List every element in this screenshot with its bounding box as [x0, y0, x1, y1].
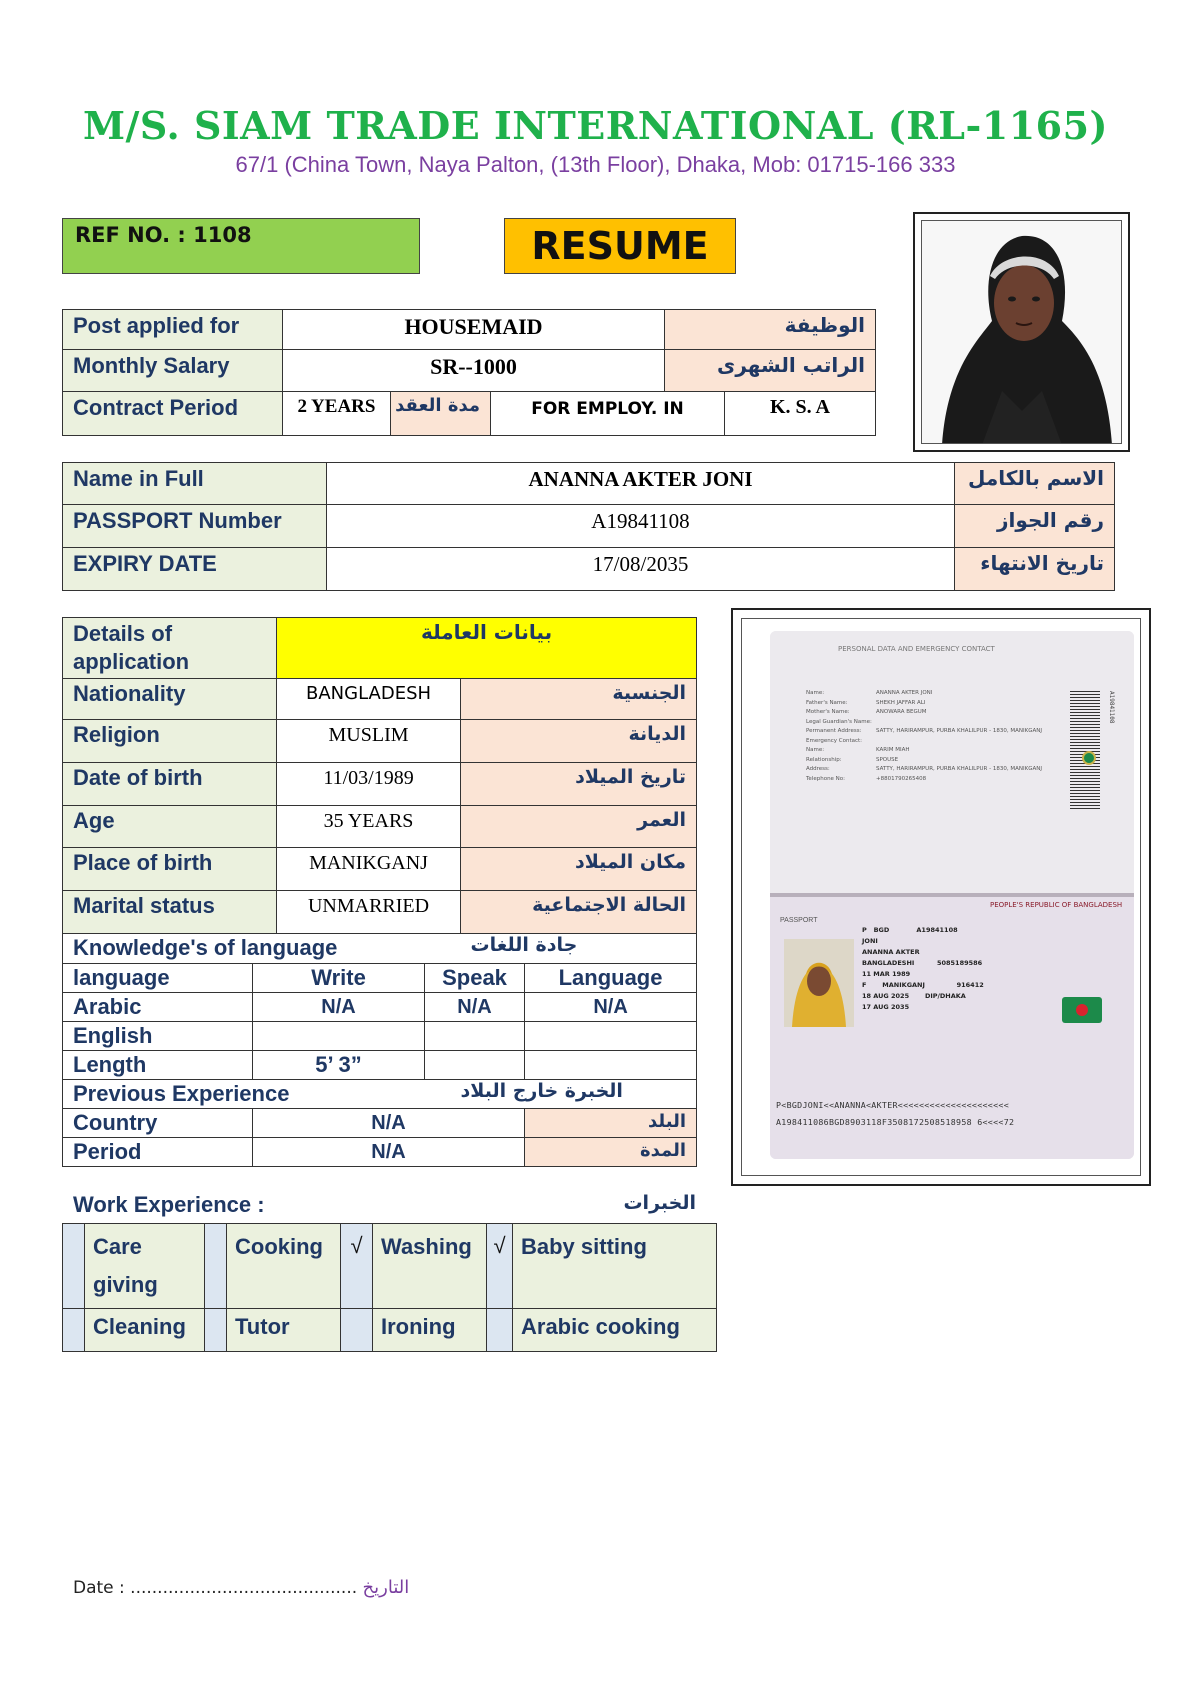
cooking-label: Cooking [227, 1224, 341, 1309]
passport-field-row [806, 756, 1056, 766]
passport-field-key: Mother's Name: [806, 709, 850, 715]
country-label: Country [63, 1109, 253, 1138]
period-arabic: المدة [525, 1138, 697, 1167]
arabic-cooking-check[interactable] [487, 1309, 513, 1352]
work-table [62, 1223, 717, 1352]
work-experience-title: Work Experience : [73, 1192, 265, 1217]
passport-given-name: ANANNA AKTER [862, 948, 920, 956]
company-name: M/S. SIAM TRADE INTERNATIONAL (RL-1165) [82, 103, 1109, 148]
passport-sex-pob: F MANIKGANJ 916412 [862, 981, 984, 989]
lang-header-write: Write [253, 964, 425, 993]
religion-value: MUSLIM [277, 720, 461, 763]
washing-check[interactable]: √ [341, 1224, 373, 1309]
cleaning-label: Cleaning [85, 1309, 205, 1352]
passport-field-row [806, 727, 1056, 737]
resume-title: RESUME [504, 218, 736, 274]
passport-field-row [806, 718, 1056, 728]
nationality-arabic: الجنسية [461, 679, 697, 720]
marital-label: Marital status [63, 891, 277, 934]
lang-arabic-language: N/A [525, 993, 697, 1022]
post-label: Post applied for [63, 310, 283, 350]
dob-value: 11/03/1989 [277, 763, 461, 806]
religion-label: Religion [63, 720, 277, 763]
passport-section-title: PERSONAL DATA AND EMERGENCY CONTACT [838, 645, 995, 653]
company-address: 67/1 (China Town, Naya Palton, (13th Floor), Dhaka, Mob: 01715-166 333 [235, 152, 956, 177]
age-label: Age [63, 806, 277, 848]
details-header-label: Details of application [63, 618, 277, 679]
employ-label: FOR EMPLOY. IN [491, 392, 725, 436]
passport-label: PASSPORT Number [63, 505, 327, 548]
pob-label: Place of birth [63, 848, 277, 891]
passport-fields [806, 689, 1056, 784]
portrait-image [922, 221, 1122, 444]
babysitting-label: Baby sitting [513, 1224, 717, 1309]
religion-arabic: الديانة [461, 720, 697, 763]
flag-icon [1062, 997, 1102, 1023]
passport-field-value: SHEKH JAFFAR ALI [876, 699, 926, 706]
pob-arabic: مكان الميلاد [461, 848, 697, 891]
passport-field-row [806, 746, 1056, 756]
language-section-label: Knowledge's of language [63, 934, 461, 964]
passport-field-key: Name: [806, 747, 825, 753]
passport-field-key: Permanent Address: [806, 728, 862, 734]
cleaning-check[interactable] [63, 1309, 85, 1352]
length-value: 5’ 3” [253, 1051, 425, 1080]
applicant-photo-frame [913, 212, 1130, 452]
lang-arabic-speak: N/A [425, 993, 525, 1022]
prev-exp-arabic: الخبرة خارج البلاد [461, 1080, 697, 1109]
caregiving-label: Care giving [85, 1224, 205, 1309]
date-label: Date : .......................................... [73, 1578, 358, 1598]
emblem-icon [1082, 751, 1096, 765]
length-label: Length [63, 1051, 253, 1080]
period-label: Period [63, 1138, 253, 1167]
passport-bio-page [770, 897, 1134, 1159]
dob-label: Date of birth [63, 763, 277, 806]
contract-value: 2 YEARS [283, 392, 391, 436]
name-value: ANANNA AKTER JONI [327, 463, 955, 505]
passport-field-value: SPOUSE [876, 756, 899, 763]
passport-side-number: A19841108 [1108, 691, 1115, 724]
prev-exp-label: Previous Experience [63, 1080, 461, 1109]
employ-country: K. S. A [725, 392, 876, 436]
passport-surname: JONI [862, 937, 878, 945]
passport-field-key: Address: [806, 766, 830, 772]
washing-label: Washing [373, 1224, 487, 1309]
passport-field-key: Father's Name: [806, 699, 848, 706]
passport-field-key: Emergency Contact: [806, 737, 863, 744]
mrz-line-2: A198411086BGD8903118F3508172508518958 6<<<<72 [776, 1117, 1015, 1127]
tutor-label: Tutor [227, 1309, 341, 1352]
passport-field-row [806, 699, 1056, 709]
lang-english-write [253, 1022, 425, 1051]
lang-english-language [525, 1022, 697, 1051]
salary-label: Monthly Salary [63, 350, 283, 392]
passport-field-row [806, 737, 1056, 747]
babysitting-check[interactable]: √ [487, 1224, 513, 1309]
ref-number-box: REF NO. : 1108 [62, 218, 420, 274]
tutor-check[interactable] [205, 1309, 227, 1352]
passport-field-value: KARIM MIAH [876, 747, 910, 753]
age-value: 35 YEARS [277, 806, 461, 848]
contract-label: Contract Period [63, 392, 283, 436]
dob-arabic: تاريخ الميلاد [461, 763, 697, 806]
arabic-cooking-label: Arabic cooking [513, 1309, 717, 1352]
expiry-label: EXPIRY DATE [63, 548, 327, 591]
details-table [62, 617, 697, 1167]
expiry-arabic: تاريخ الانتهاء [955, 548, 1115, 591]
passport-field-row [806, 765, 1056, 775]
lang-english-label: English [63, 1022, 253, 1051]
passport-arabic: رقم الجواز [955, 505, 1115, 548]
salary-arabic: الراتب الشهرى [665, 350, 876, 392]
lang-header-language2: Language [525, 964, 697, 993]
passport-field-key: Name: [806, 690, 825, 696]
passport-photo-image [784, 939, 854, 1027]
marital-value: UNMARRIED [277, 891, 461, 934]
identity-table [62, 462, 1115, 591]
passport-field-key: Relationship: [806, 756, 842, 763]
salary-value: SR--1000 [283, 350, 665, 392]
ironing-check[interactable] [341, 1309, 373, 1352]
passport-field-row [806, 689, 1056, 699]
work-experience-arabic: الخبرات [623, 1192, 696, 1214]
passport-issue: 18 AUG 2025 DIP/DHAKA [862, 992, 966, 1000]
passport-field-row [806, 708, 1056, 718]
post-arabic: الوظيفة [665, 310, 876, 350]
passport-word: PASSPORT [780, 917, 818, 924]
passport-dob: 11 MAR 1989 [862, 970, 911, 978]
passport-bio-fields [862, 925, 984, 1013]
pob-value: MANIKGANJ [277, 848, 461, 891]
marital-arabic: الحالة الاجتماعية [461, 891, 697, 934]
passport-type-code: P BGD A19841108 [862, 926, 958, 934]
nationality-value: BANGLADESH [277, 679, 461, 720]
passport-mrz [776, 1097, 1014, 1131]
passport-expiry: 17 AUG 2035 [862, 1003, 910, 1011]
passport-scan [741, 618, 1141, 1176]
country-arabic: البلد [525, 1109, 697, 1138]
passport-field-value: ANOWARA BEGUM [876, 709, 927, 715]
nationality-label: Nationality [63, 679, 277, 720]
name-label: Name in Full [63, 463, 327, 505]
passport-photo [784, 939, 854, 1027]
passport-data-page [770, 631, 1134, 893]
age-arabic: العمر [461, 806, 697, 848]
cooking-check[interactable] [205, 1224, 227, 1309]
lang-header-language: language [63, 964, 253, 993]
passport-field-value: ANANNA AKTER JONI [876, 690, 933, 696]
language-section-arabic: جادة اللغات [461, 934, 697, 964]
passport-field-value: +8801790265408 [876, 775, 927, 782]
details-header-arabic: بيانات العاملة [277, 618, 697, 679]
passport-country-banner: PEOPLE'S REPUBLIC OF BANGLADESH [990, 901, 1123, 909]
post-value: HOUSEMAID [283, 310, 665, 350]
lang-english-speak [425, 1022, 525, 1051]
passport-page-image [770, 631, 1134, 1159]
contract-arabic: مدة العقد [391, 392, 491, 436]
country-value: N/A [253, 1109, 525, 1138]
passport-field-key: Telephone No: [806, 775, 846, 782]
passport-field-row [806, 775, 1056, 785]
lang-arabic-write: N/A [253, 993, 425, 1022]
ironing-label: Ironing [373, 1309, 487, 1352]
date-line [73, 1577, 409, 1598]
caregiving-check[interactable] [63, 1224, 85, 1309]
passport-scan-frame [731, 608, 1151, 1186]
passport-value: A19841108 [327, 505, 955, 548]
passport-nationality: BANGLADESHI 5085189586 [862, 959, 983, 967]
passport-field-key: Legal Guardian's Name: [806, 718, 872, 725]
passport-field-value: SATTY, HARIRAMPUR, PURBA KHALILPUR - 1830, MANIKGANJ [876, 766, 1042, 772]
passport-field-value: SATTY, HARIRAMPUR, PURBA KHALILPUR - 1830, MANIKGANJ [876, 728, 1042, 734]
lang-arabic-label: Arabic [63, 993, 253, 1022]
date-arabic: التاريخ [362, 1577, 410, 1598]
period-value: N/A [253, 1138, 525, 1167]
expiry-value: 17/08/2035 [327, 548, 955, 591]
lang-header-speak: Speak [425, 964, 525, 993]
name-arabic: الاسم بالكامل [955, 463, 1115, 505]
applicant-photo [921, 220, 1122, 444]
mrz-line-1: P<BGDJONI<<ANANNA<AKTER<<<<<<<<<<<<<<<<<<<<< [776, 1100, 1009, 1110]
job-table [62, 309, 876, 436]
